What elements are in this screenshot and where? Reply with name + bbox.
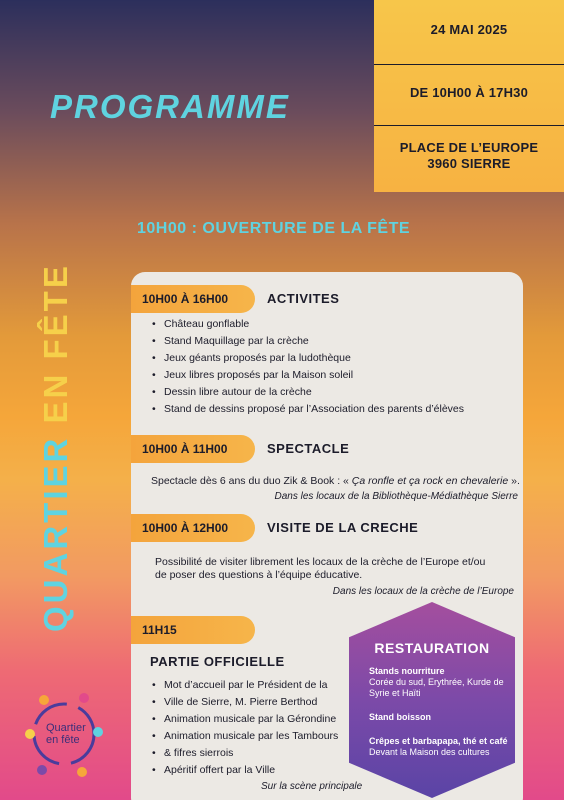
spectacle-text-prefix: Spectacle dès 6 ans du duo Zik & Book : « (151, 475, 349, 487)
resto-crepes (369, 736, 519, 758)
section-title-visite: VISITE DE LA CRECHE (267, 520, 419, 535)
vertical-title-part1: QUARTIER (37, 423, 74, 632)
list-item: • Animation musicale par la Gérondine (150, 711, 338, 728)
list-item: • Jeux géants proposés par la ludothèque (150, 350, 464, 367)
list-item: • Stand de dessins proposé par l’Association des parents d’élèves (150, 401, 464, 418)
list-item: • Château gonflable (150, 316, 464, 333)
list-item-continued (150, 694, 338, 711)
list-item-continuation: Ville de Sierre, M. Pierre Berthod (164, 696, 318, 708)
time-tag-activites: 10H00 À 16H00 (131, 285, 255, 313)
divider (374, 64, 564, 65)
list-item: • Animation musicale par les Tambours (150, 728, 338, 745)
resto-crepes-title: Crêpes et barbapapa, thé et café (369, 736, 508, 746)
event-info-box (374, 0, 564, 192)
resto-crepes-line: Devant la Maison des cultures (369, 747, 490, 757)
time-tag-visite: 10H00 À 12H00 (131, 514, 255, 542)
list-item-continuation: & fifres sierrois (164, 747, 234, 759)
vertical-title-part2: EN FÊTE (37, 263, 74, 424)
resto-food-line2: Syrie et Haïti (369, 688, 421, 698)
officielle-location: Sur la scène principale (261, 781, 363, 792)
resto-food-line1: Corée du sud, Erythrée, Kurde de (369, 677, 504, 687)
resto-food (369, 666, 519, 699)
event-place-line2: 3960 SIERRE (427, 156, 511, 171)
opening-heading: 10H00 : OUVERTURE DE LA FÊTE (137, 220, 411, 237)
resto-food-title: Stands nourriture (369, 666, 445, 676)
logo-text (46, 722, 96, 746)
visite-location: Dans les locaux de la crèche de l’Europe (332, 586, 514, 597)
section-title-spectacle: SPECTACLE (267, 441, 350, 456)
list-item: • Dessin libre autour de la crèche (150, 384, 464, 401)
logo-dot (25, 729, 35, 739)
event-date: 24 MAI 2025 (430, 22, 508, 37)
list-item: • Jeux libres proposés par la Maison soleil (150, 367, 464, 384)
section-title-activites: ACTIVITES (267, 291, 340, 306)
event-hours: DE 10H00 À 17H30 (409, 85, 529, 100)
activites-list (150, 316, 464, 418)
officielle-list (150, 677, 338, 779)
logo-text-line1: Quartier (46, 722, 86, 734)
visite-text-line1: Possibilité de visiter librement les locaux de la crèche de l’Europe et/ou (155, 556, 486, 568)
programme-heading: PROGRAMME (50, 88, 290, 125)
resto-drinks-title: Stand boisson (369, 712, 432, 722)
logo-dot (37, 765, 47, 775)
logo-dot (79, 693, 89, 703)
logo-text-line2: en fête (46, 734, 80, 746)
time-tag-officielle: 11H15 (131, 616, 255, 644)
logo-dot (77, 767, 87, 777)
resto-drinks (369, 712, 519, 723)
restauration-hexagon (349, 602, 515, 798)
spectacle-text (151, 474, 520, 488)
list-item: • Stand Maquillage par la crèche (150, 333, 464, 350)
spectacle-text-suffix: ». (511, 475, 520, 487)
list-item: • Apéritif offert par la Ville (150, 762, 338, 779)
logo-dot (39, 695, 49, 705)
event-place-line1: PLACE DE L’EUROPE (399, 140, 539, 155)
divider (374, 125, 564, 126)
list-item-continued (150, 745, 338, 762)
list-item: • Mot d’accueil par le Président de la (150, 677, 338, 694)
spectacle-title: Ça ronfle et ça rock en chevalerie (351, 475, 509, 487)
section-title-officielle: PARTIE OFFICIELLE (150, 654, 285, 669)
vertical-title (37, 222, 77, 632)
time-tag-spectacle: 10H00 À 11H00 (131, 435, 255, 463)
spectacle-location: Dans les locaux de la Bibliothèque-Médiathèque Sierre (274, 491, 518, 502)
restauration-title: RESTAURATION (374, 640, 490, 656)
visite-text-line2: de poser des questions à l’équipe éducative. (155, 569, 363, 581)
